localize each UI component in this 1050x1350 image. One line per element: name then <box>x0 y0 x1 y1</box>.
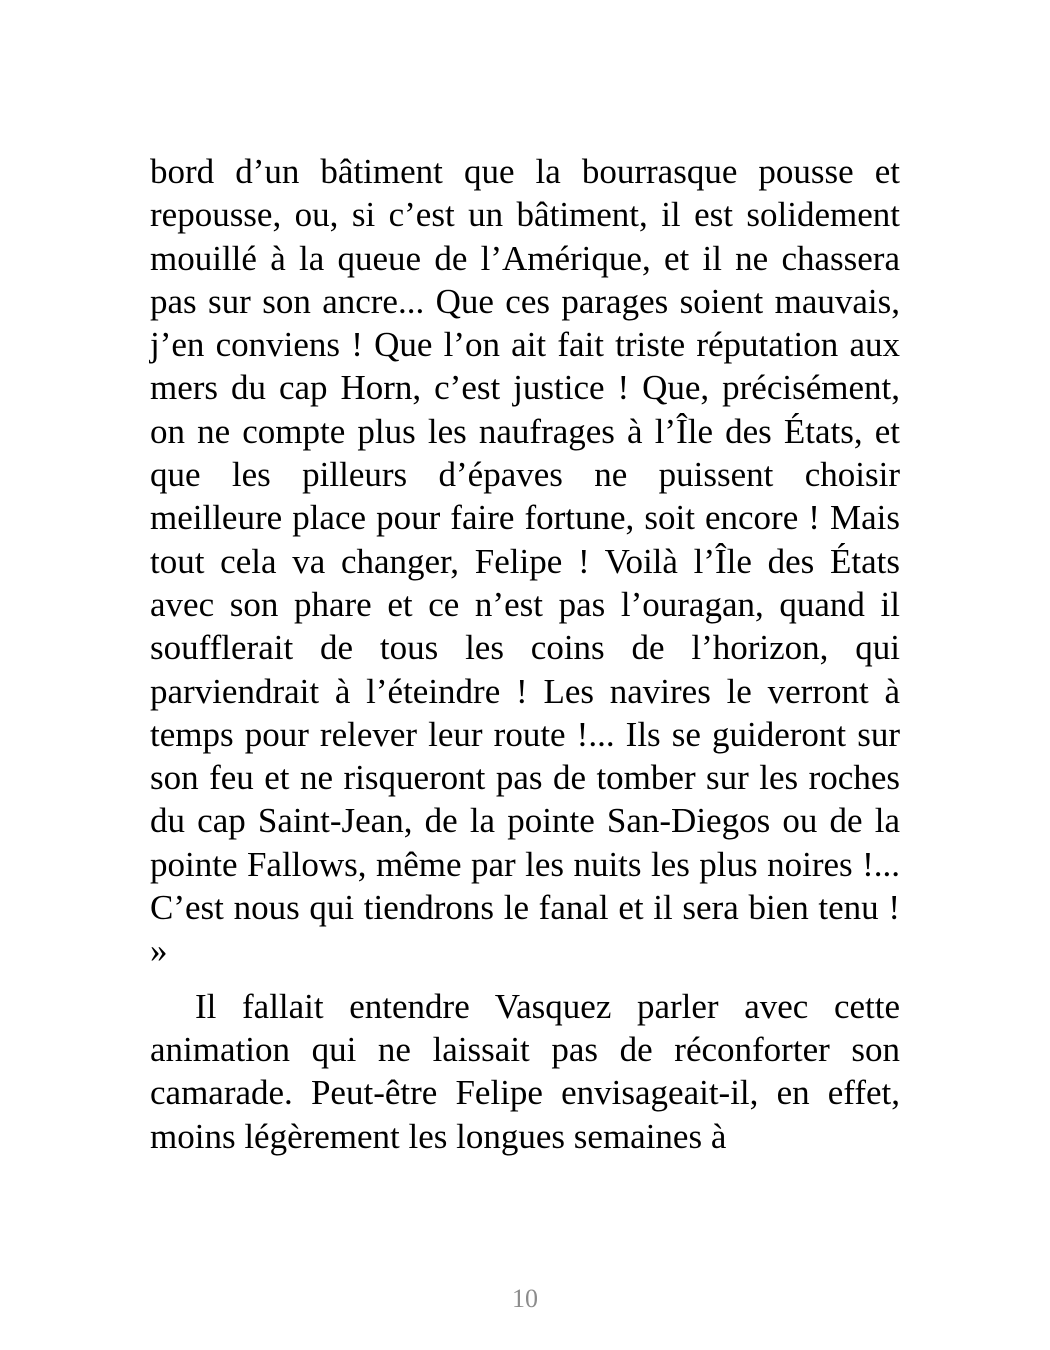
paragraph-continued: bord d’un bâtiment que la bourrasque pousse et repousse, ou, si c’est un bâtiment, il est solidement mouillé à la queue de l’Amérique, et il ne chassera pas sur son ancre... Que ces parages soient mauvais, j’en conviens ! Que l’on ait fait triste réputation aux mers du cap Horn, c’est justice ! Que, précisément, on ne compte plus les naufrages à l’Île des États, et que les pilleurs d’épaves ne puissent choisir meilleure place pour faire fortune, soit encore ! Mais tout cela va changer, Felipe ! Voilà l’Île des États avec son phare et ce n’est pas l’ouragan, quand il soufflerait de tous les coins de l’horizon, qui parviendrait à l’éteindre ! Les navires le verront à temps pour relever leur route !... Ils se guideront sur son feu et ne risqueront pas de tomber sur les roches du cap Saint-Jean, de la pointe San-Diegos ou de la pointe Fallows, même par les nuits les plus noires !... C’est nous qui tiendrons le fanal et il sera bien tenu ! » <box>150 152 900 971</box>
page-number: 10 <box>512 1284 538 1313</box>
paragraph-vasquez: Il fallait entendre Vasquez parler avec cette animation qui ne laissait pas de réconforter son camarade. Peut-être Felipe envisageait-il, en effet, moins légèrement les longues semaines à <box>150 986 900 1156</box>
page-body <box>150 150 900 1158</box>
